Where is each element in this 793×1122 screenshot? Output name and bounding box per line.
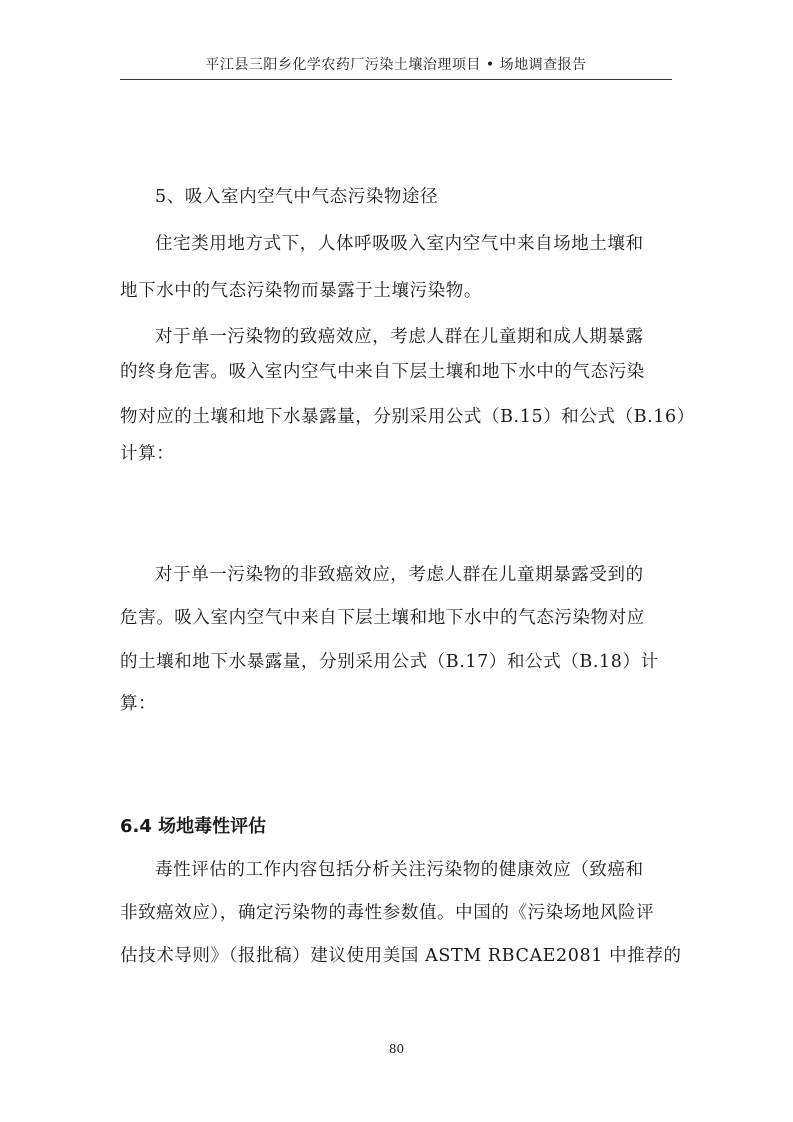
item-5-heading: 5、吸入室内空气中气态污染物途径 bbox=[155, 187, 439, 207]
paragraph-2-line-1: 对于单一污染物的致癌效应，考虑人群在儿童期和成人期暴露 bbox=[155, 327, 644, 347]
paragraph-3-line-4: 算： bbox=[120, 694, 157, 714]
paragraph-1-line-1: 住宅类用地方式下，人体呼吸吸入室内空气中来自场地土壤和 bbox=[155, 234, 644, 254]
paragraph-4-line-1: 毒性评估的工作内容包括分析关注污染物的健康效应（致癌和 bbox=[155, 860, 644, 880]
paragraph-2-line-2: 的终身危害。吸入室内空气中来自下层土壤和地下水中的气态污染 bbox=[120, 362, 645, 382]
paragraph-3-line-1: 对于单一污染物的非致癌效应，考虑人群在儿童期暴露受到的 bbox=[155, 565, 644, 585]
section-6-4-heading: 6.4 场地毒性评估 bbox=[120, 816, 267, 837]
header-title: 平江县三阳乡化学农药厂污染土壤治理项目 • 场地调查报告 bbox=[205, 57, 587, 73]
paragraph-4-line-3: 估技术导则》（报批稿）建议使用美国 ASTM RBCAE2081 中推荐的 bbox=[120, 946, 682, 966]
paragraph-1-line-2: 地下水中的气态污染物而暴露于土壤污染物。 bbox=[120, 281, 482, 301]
paragraph-3-line-3: 的土壤和地下水暴露量，分别采用公式（B.17）和公式（B.18）计 bbox=[120, 652, 659, 672]
paragraph-4-line-2: 非致癌效应），确定污染物的毒性参数值。中国的《污染场地风险评 bbox=[120, 903, 655, 923]
paragraph-3-line-2: 危害。吸入室内空气中来自下层土壤和地下水中的气态污染物对应 bbox=[120, 608, 645, 628]
paragraph-2-line-3: 物对应的土壤和地下水暴露量，分别采用公式（B.15）和公式（B.16） bbox=[120, 407, 695, 427]
page-number: 80 bbox=[388, 1042, 405, 1056]
header-divider bbox=[120, 79, 672, 80]
paragraph-2-line-4: 计算： bbox=[120, 444, 175, 464]
